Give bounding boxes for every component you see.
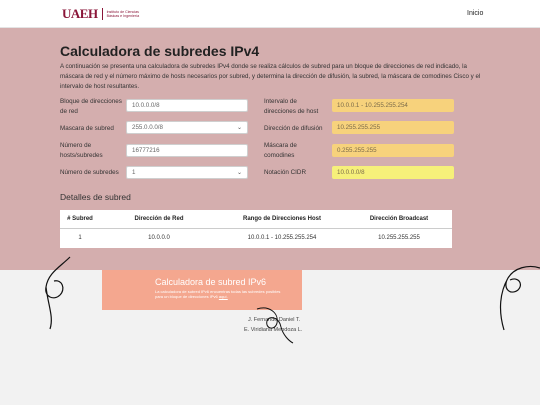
table-cell: 1 bbox=[78, 235, 82, 242]
column-header: Dirección Broadcast bbox=[346, 210, 452, 228]
cidr-label: Notación CIDR bbox=[264, 169, 306, 176]
table-cell: 10.0.0.0 bbox=[148, 235, 170, 242]
column-header: Rango de Direcciones Host bbox=[218, 210, 346, 228]
table-cell: 10.0.0.1 - 10.255.255.254 bbox=[247, 235, 317, 242]
subnets-value: 1 bbox=[132, 169, 136, 176]
broadcast-label: Dirección de difusión bbox=[264, 125, 323, 132]
subnets-select[interactable] bbox=[126, 166, 248, 179]
top-navbar bbox=[0, 0, 540, 28]
ipv6-card-desc-text: La calculadora de subred IPv6 encuentras todas las subredes posibles para un bloque de direcciones IPv6 bbox=[155, 289, 281, 299]
subnet-details-table bbox=[60, 210, 452, 248]
cidr-output: 10.0.0.0/8 bbox=[332, 166, 454, 179]
wildcard-output: 0.255.255.255 bbox=[332, 144, 454, 157]
subnet-mask-select[interactable] bbox=[126, 121, 248, 134]
decorative-curl-left bbox=[40, 255, 95, 330]
ipv6-calculator-card[interactable] bbox=[102, 270, 302, 310]
hosts-label: Número de hosts/subredes bbox=[60, 142, 103, 159]
logo-divider bbox=[102, 8, 103, 20]
chevron-down-icon: ⌄ bbox=[236, 170, 242, 176]
details-title: Detalles de subred bbox=[60, 192, 131, 202]
subnet-mask-value: 255.0.0.0/8 bbox=[132, 124, 163, 131]
uaeh-logo[interactable] bbox=[62, 7, 141, 21]
network-block-input[interactable]: 10.0.0.0/8 bbox=[126, 99, 248, 112]
column-header: Dirección de Red bbox=[100, 210, 218, 228]
hosts-input[interactable]: 16777216 bbox=[126, 144, 248, 157]
subnets-label: Número de subredes bbox=[60, 169, 119, 176]
column-header: # Subred bbox=[60, 210, 100, 228]
host-range-label: Intervalo de direcciones de host bbox=[264, 98, 319, 115]
author-credit-1: J. Fernando Daniel T. bbox=[248, 317, 301, 323]
table-header-row bbox=[60, 210, 452, 228]
ipv6-card-title: Calculadora de subred IPv6 bbox=[155, 277, 267, 287]
subnet-mask-label: Mascara de subred bbox=[60, 125, 114, 132]
decorative-curl-right bbox=[478, 262, 540, 332]
wildcard-label: Máscara de comodines bbox=[264, 142, 297, 159]
ipv6-card-link[interactable]: aquí. bbox=[218, 294, 228, 299]
host-range-output: 10.0.0.1 - 10.255.255.254 bbox=[332, 99, 454, 112]
table-row bbox=[60, 228, 452, 248]
logo-text: Instituto de Ciencias Básicas e Ingeniería bbox=[106, 10, 140, 18]
page-description: A continuación se presenta una calculadora de subredes IPv4 donde se realiza cálculos de subred para un bloque de direcciones de red indicado, la máscara de red y el número máximo de hosts necesarios por subred, y determina la dirección de difusión, la subred, la máscara de comodines Cisco y el intervalo de host resultantes. bbox=[60, 63, 481, 90]
page-title: Calculadora de subredes IPv4 bbox=[60, 43, 260, 59]
nav-home-link[interactable]: Inicio bbox=[467, 10, 484, 17]
logo-mark: UAEH bbox=[62, 6, 98, 21]
broadcast-output: 10.255.255.255 bbox=[332, 121, 454, 134]
network-block-label: Bloque de direcciones de red bbox=[60, 98, 122, 115]
author-credit-2: E. Viridiana Mendoza L. bbox=[244, 327, 303, 333]
table-cell: 10.255.255.255 bbox=[378, 235, 420, 242]
decorative-curl-center bbox=[255, 305, 295, 345]
ipv6-card-description bbox=[155, 289, 285, 299]
chevron-down-icon: ⌄ bbox=[236, 125, 242, 131]
